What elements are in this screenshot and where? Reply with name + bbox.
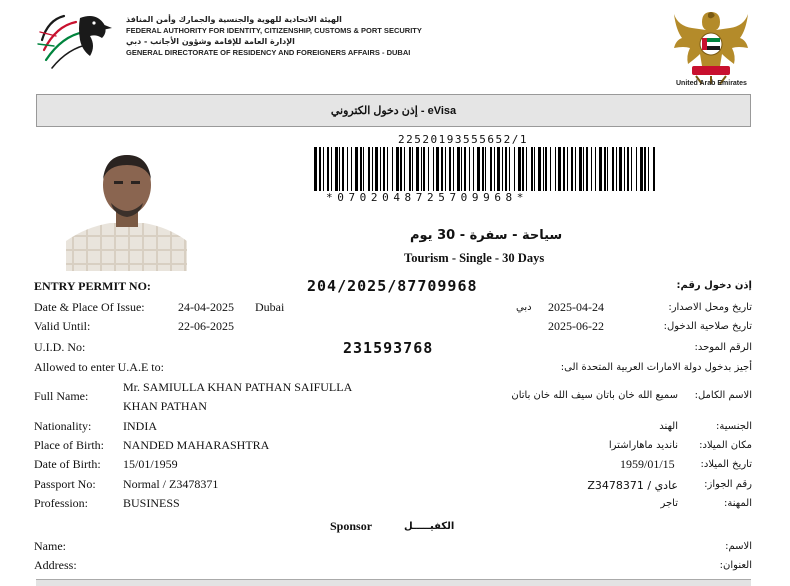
emblem-caption: United Arab Emirates <box>676 80 747 87</box>
profession-label: Profession: <box>34 496 88 510</box>
nationality-label-ar: الجنسية: <box>716 421 752 432</box>
barcode-bar <box>449 147 451 191</box>
barcode-bar <box>409 147 411 191</box>
barcode-bar <box>567 147 568 191</box>
barcode-bar <box>644 147 646 191</box>
issue-date: 24-04-2025 <box>178 300 234 314</box>
birth-place-value-ar: نانديد ماهاراشترا <box>608 440 678 451</box>
barcode-bar <box>531 147 533 191</box>
barcode-bar <box>339 147 340 191</box>
birth-date-value: 15/01/1959 <box>123 457 178 471</box>
barcode-bar <box>423 147 425 191</box>
barcode-bar <box>518 147 521 191</box>
entry-permit-label: ENTRY PERMIT NO: <box>34 279 151 293</box>
barcode-bar <box>372 147 373 191</box>
visa-type-ar: سياحة - سفرة - 30 يوم <box>410 228 563 243</box>
barcode <box>314 147 660 191</box>
barcode-bar <box>392 147 393 191</box>
barcode-bar <box>563 147 565 191</box>
nationality-value: INDIA <box>123 419 157 433</box>
barcode-bar <box>494 147 495 191</box>
passport-value: Normal / Z3478371 <box>123 477 219 491</box>
barcode-bar <box>335 147 338 191</box>
issue-label: Date & Place Of Issue: <box>34 300 145 314</box>
barcode-bar <box>319 147 321 191</box>
barcode-bar <box>416 147 419 191</box>
barcode-bar <box>538 147 541 191</box>
barcode-bar <box>648 147 649 191</box>
profession-value-ar: تاجر <box>660 498 678 509</box>
barcode-bar <box>436 147 439 191</box>
barcode-bar <box>636 147 637 191</box>
birth-date-value-ar: 1959/01/15 <box>620 457 675 471</box>
visa-type-en: Tourism - Single - 30 Days <box>404 251 545 265</box>
full-name-label-ar: الاسم الكامل: <box>694 390 752 401</box>
sponsor-heading-ar: الكفيـــــل <box>404 521 455 532</box>
falcon-emblem-icon <box>672 4 750 86</box>
issue-label-ar: تاريخ ومحل الاصدار: <box>668 302 752 313</box>
barcode-bar <box>583 147 584 191</box>
barcode-human-readable: *0702048725709968* <box>326 191 529 204</box>
profession-value: BUSINESS <box>123 496 180 510</box>
issue-place: Dubai <box>255 300 285 314</box>
barcode-bar <box>555 147 556 191</box>
barcode-bar <box>351 147 352 191</box>
barcode-bar <box>505 147 507 191</box>
barcode-bar <box>624 147 625 191</box>
barcode-bar <box>360 147 362 191</box>
barcode-bar <box>314 147 317 191</box>
barcode-bar <box>428 147 429 191</box>
barcode-bar <box>368 147 370 191</box>
full-name-label: Full Name: <box>34 389 89 403</box>
barcode-bar <box>327 147 329 191</box>
uid-number: 231593768 <box>343 339 434 357</box>
barcode-bar <box>543 147 544 191</box>
allowed-label-ar: أجيز بدخول دولة الامارات العربية المتحدة الى: <box>560 362 752 373</box>
barcode-bar <box>485 147 486 191</box>
sponsor-heading: Sponsor <box>330 519 373 533</box>
barcode-bar <box>586 147 588 191</box>
barcode-bar <box>545 147 547 191</box>
barcode-bar <box>375 147 378 191</box>
valid-until-date: 22-06-2025 <box>178 319 234 333</box>
authority-name-en: FEDERAL AUTHORITY FOR IDENTITY, CITIZENSHIP, CUSTOMS & PORT SECURITY <box>126 26 422 35</box>
barcode-reference-number: 22520193555652/1 <box>398 133 528 146</box>
birth-date-label-ar: تاريخ الميلاد: <box>700 459 752 470</box>
barcode-bar <box>461 147 462 191</box>
sponsor-address-label-ar: العنوان: <box>719 560 752 571</box>
barcode-bar <box>323 147 324 191</box>
barcode-bar <box>599 147 602 191</box>
authority-block <box>126 14 422 58</box>
barcode-bar <box>640 147 643 191</box>
barcode-bar <box>412 147 413 191</box>
valid-until-label-ar: تاريخ صلاحية الدخول: <box>663 321 752 332</box>
nationality-label: Nationality: <box>34 419 92 433</box>
barcode-bar <box>363 147 364 191</box>
barcode-bar <box>400 147 402 191</box>
barcode-bar <box>591 147 592 191</box>
falcon-logo-icon <box>34 6 120 76</box>
barcode-bar <box>558 147 561 191</box>
barcode-bar <box>387 147 388 191</box>
barcode-bar <box>342 147 344 191</box>
valid-until-label: Valid Until: <box>34 319 91 333</box>
full-name-value-line-1: Mr. SAMIULLA KHAN PATHAN SAIFULLA <box>123 380 353 394</box>
barcode-bar <box>477 147 480 191</box>
profession-label-ar: المهنة: <box>724 498 752 509</box>
authority-name-ar: الهيئة الاتحادية للهوية والجنسية والجمارك وأمن المنافذ <box>126 15 342 24</box>
barcode-bar <box>631 147 632 191</box>
barcode-bar <box>473 147 474 191</box>
barcode-bar <box>595 147 596 191</box>
uid-label: U.I.D. No: <box>34 340 86 354</box>
valid-until-date-ar: 2025-06-22 <box>548 319 604 333</box>
full-name-value-line-2: KHAN PATHAN <box>123 399 207 413</box>
barcode-bar <box>469 147 470 191</box>
barcode-bar <box>331 147 332 191</box>
barcode-bar <box>445 147 446 191</box>
sponsor-name-label: Name: <box>34 539 66 553</box>
passport-label-ar: رقم الجواز: <box>704 479 752 490</box>
entry-permit-label-ar: إذن دخول رقم: <box>676 280 752 291</box>
barcode-bar <box>604 147 606 191</box>
barcode-bar <box>522 147 524 191</box>
barcode-bar <box>453 147 454 191</box>
birth-place-label-ar: مكان الميلاد: <box>699 440 752 451</box>
barcode-bar <box>383 147 385 191</box>
barcode-bar <box>534 147 535 191</box>
barcode-bar <box>579 147 582 191</box>
barcode-bar <box>497 147 500 191</box>
barcode-bar <box>502 147 503 191</box>
applicant-photo <box>66 145 187 271</box>
barcode-bar <box>482 147 484 191</box>
barcode-bar <box>612 147 614 191</box>
sponsor-name-label-ar: الاسم: <box>725 541 752 552</box>
full-name-value-ar: سميع الله خان باتان سيف الله خان باتان <box>511 390 678 401</box>
passport-value-ar: عادي / Z3478371 <box>587 479 678 492</box>
birth-place-label: Place of Birth: <box>34 438 104 452</box>
barcode-bar <box>550 147 551 191</box>
barcode-bar <box>433 147 434 191</box>
barcode-bar <box>514 147 515 191</box>
barcode-bar <box>619 147 622 191</box>
birth-place-value: NANDED MAHARASHTRA <box>123 438 270 452</box>
document-title <box>36 94 751 127</box>
barcode-bar <box>607 147 608 191</box>
barcode-bar <box>464 147 466 191</box>
barcode-bar <box>627 147 629 191</box>
barcode-bar <box>509 147 510 191</box>
directorate-name-en: GENERAL DIRECTORATE OF RESIDENCY AND FOREIGNERS AFFAIRS - DUBAI <box>126 48 411 57</box>
issue-place-ar: دبي <box>516 302 532 313</box>
barcode-bar <box>380 147 381 191</box>
barcode-bar <box>404 147 405 191</box>
issue-date-ar: 2025-04-24 <box>548 300 604 314</box>
barcode-bar <box>396 147 399 191</box>
barcode-bar <box>575 147 576 191</box>
barcode-bar <box>616 147 617 191</box>
barcode-bar <box>571 147 573 191</box>
barcode-bar <box>653 147 655 191</box>
document-title-text: إذن دخول الكتروني - eVisa <box>330 105 457 117</box>
barcode-bar <box>526 147 527 191</box>
allowed-label: Allowed to enter U.A.E to: <box>34 360 164 374</box>
passport-label: Passport No: <box>34 477 96 491</box>
barcode-bar <box>355 147 358 191</box>
barcode-bar <box>490 147 492 191</box>
barcode-bar <box>457 147 460 191</box>
barcode-bar <box>347 147 348 191</box>
barcode-bar <box>441 147 443 191</box>
sponsor-address-label: Address: <box>34 558 77 572</box>
barcode-bar <box>421 147 422 191</box>
uid-label-ar: الرقم الموحد: <box>694 342 752 353</box>
birth-date-label: Date of Birth: <box>34 457 101 471</box>
directorate-name-ar: الإدارة العامة للإقامة وشؤون الأجانب - دبي <box>126 37 295 46</box>
entry-permit-number: 204/2025/87709968 <box>307 277 478 295</box>
nationality-value-ar: الهند <box>659 421 678 432</box>
